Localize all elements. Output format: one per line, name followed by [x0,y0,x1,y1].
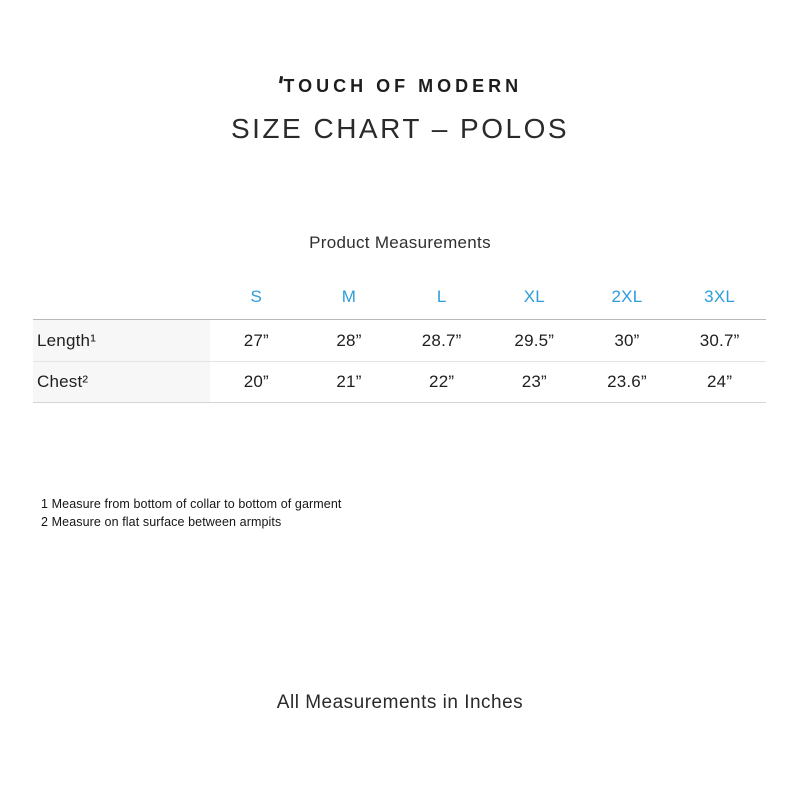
table-row-chest [33,361,766,403]
footnote-chest: 2 Measure on flat surface between armpits [41,515,282,529]
table-row-length [33,319,766,361]
chest-value-xl: 23” [521,372,547,391]
section-heading: Product Measurements [309,233,491,252]
footer-note: All Measurements in Inches [276,692,524,713]
size-column-header-2xl: 2XL [611,287,643,306]
footnote-length: 1 Measure from bottom of collar to bottom of garment [41,497,342,511]
page-title: SIZE CHART – POLOS [230,113,570,144]
brand-logo-text: TOUCH OF MODERN [283,76,523,96]
row-label-chest: Chest² [33,362,210,402]
logo-tick-icon [279,76,283,83]
footnotes [41,495,341,531]
header-spacer-cell [33,270,210,319]
length-value-xl: 29.5” [514,330,555,350]
length-value-l: 28.7” [421,330,462,350]
brand-logo [0,76,800,97]
measurements-table [33,270,766,403]
size-column-header-3xl: 3XL [704,287,736,306]
length-value-m: 28” [336,330,362,350]
chest-value-l: 22” [429,372,455,391]
size-column-header-l: L [436,287,447,306]
size-column-header-s: S [250,287,263,306]
chest-value-2xl: 23.6” [607,372,647,391]
chest-value-s: 20” [243,372,269,391]
chest-value-3xl: 24” [707,372,733,391]
row-label-length: Length¹ [33,320,210,361]
size-header-row [33,270,766,319]
length-value-s: 27” [243,330,269,350]
size-column-header-m: M [341,287,357,306]
length-value-3xl: 30.7” [699,330,740,350]
length-value-2xl: 30” [614,330,640,350]
chest-value-m: 21” [336,372,362,391]
size-column-header-xl: XL [523,287,545,306]
